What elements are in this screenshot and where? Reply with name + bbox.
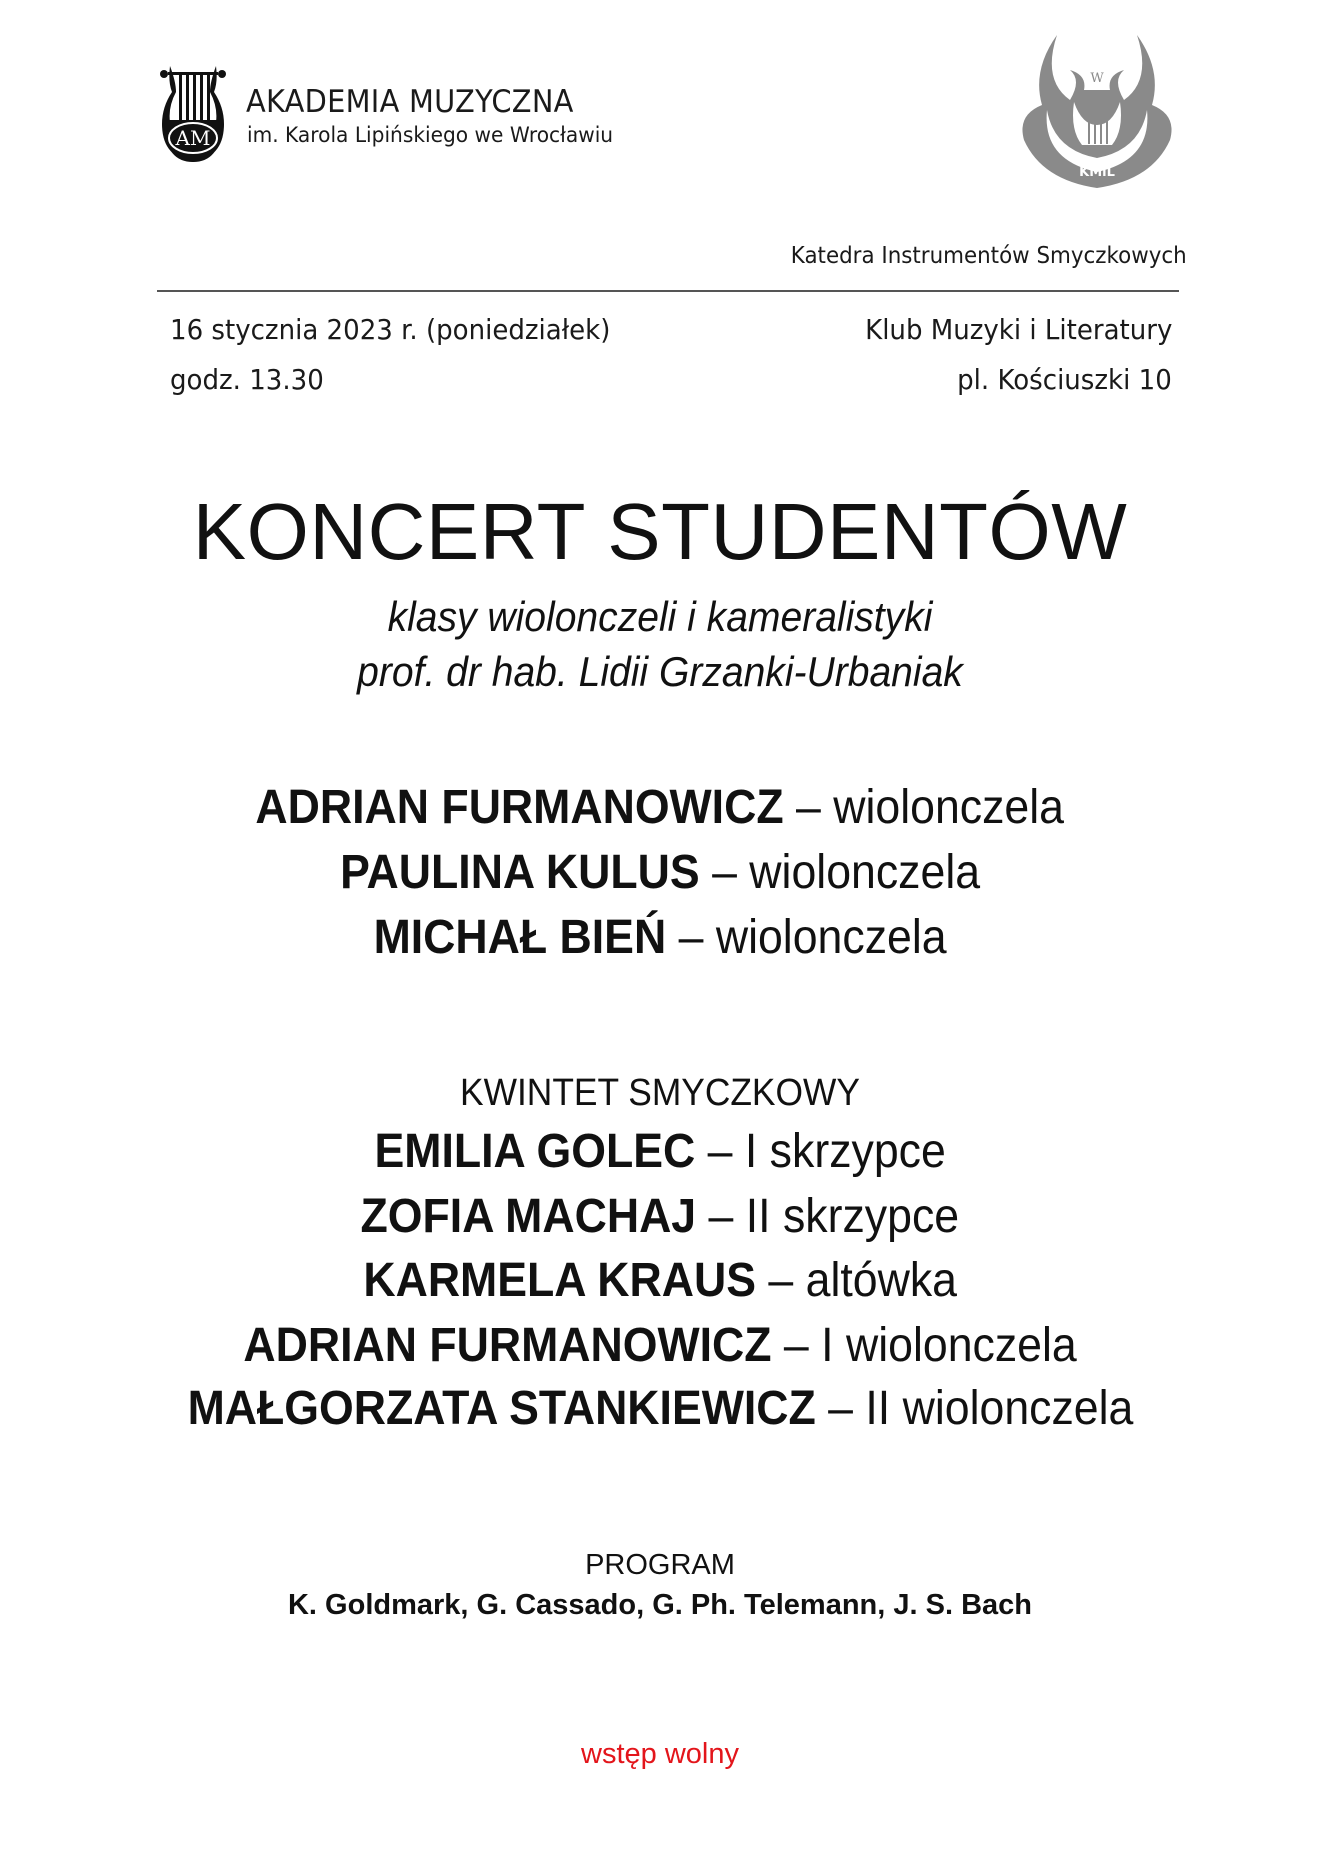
performer-name: ZOFIA MACHAJ: [360, 1190, 697, 1243]
performer-role: – wiolonczela: [699, 846, 980, 899]
performer-role: – wiolonczela: [783, 781, 1065, 834]
quintet-member-row: [0, 1124, 1320, 1179]
svg-text:AM: AM: [175, 126, 211, 150]
quintet-member-row: [0, 1318, 1320, 1373]
performer-name: ADRIAN FURMANOWICZ: [243, 1319, 772, 1372]
event-time: godz. 13.30: [170, 363, 324, 396]
quintet-label: [0, 1072, 1320, 1115]
performer-role: – altówka: [755, 1254, 957, 1307]
performer-role: – I skrzypce: [695, 1125, 946, 1178]
soloist-row: [0, 845, 1320, 900]
lyre-logo-icon: [158, 62, 228, 166]
kmil-emblem-icon: [1012, 30, 1182, 190]
performer-name: MICHAŁ BIEŃ: [373, 911, 667, 964]
performer-role: – II skrzypce: [696, 1190, 960, 1243]
academy-subtitle: im. Karola Lipińskiego we Wrocławiu: [247, 123, 614, 147]
event-address: pl. Kościuszki 10: [957, 363, 1172, 396]
event-venue: Klub Muzyki i Literatury: [864, 313, 1172, 346]
performer-name: KARMELA KRAUS: [363, 1254, 756, 1307]
performer-name: EMILIA GOLEC: [374, 1125, 696, 1178]
program-composers: K. Goldmark, G. Cassado, G. Ph. Telemann, J. S. Bach: [287, 1589, 1032, 1621]
quintet-member-row: [0, 1253, 1320, 1308]
concert-subtitle-professor: prof. dr hab. Lidii Grzanki-Urbaniak: [357, 648, 963, 695]
soloist-row: [0, 910, 1320, 965]
performer-name: MAŁGORZATA STANKIEWICZ: [187, 1382, 816, 1435]
emblem-mark: W: [1090, 71, 1104, 86]
program-label: PROGRAM: [585, 1549, 735, 1581]
emblem-text: KMiL: [1079, 165, 1115, 180]
quintet-label-text: KWINTET SMYCZKOWY: [460, 1072, 860, 1114]
academy-name: AKADEMIA MUZYCZNA: [246, 84, 574, 120]
quintet-member-row: [0, 1189, 1320, 1244]
performer-role: – wiolonczela: [666, 911, 947, 964]
admission-note: wstęp wolny: [581, 1738, 739, 1770]
performer-name: ADRIAN FURMANOWICZ: [255, 781, 784, 834]
performer-role: – II wiolonczela: [815, 1382, 1133, 1435]
concert-title: KONCERT STUDENTÓW: [192, 487, 1128, 576]
event-date: 16 stycznia 2023 r. (poniedziałek): [170, 313, 611, 346]
concert-subtitle-class: klasy wiolonczeli i kameralistyki: [387, 593, 933, 640]
performer-name: PAULINA KULUS: [340, 846, 700, 899]
department-label: Katedra Instrumentów Smyczkowych: [791, 243, 1187, 269]
quintet-member-row: [0, 1381, 1320, 1436]
soloist-row: [0, 780, 1320, 835]
performer-role: – I wiolonczela: [771, 1319, 1077, 1372]
header-divider: [157, 290, 1179, 292]
